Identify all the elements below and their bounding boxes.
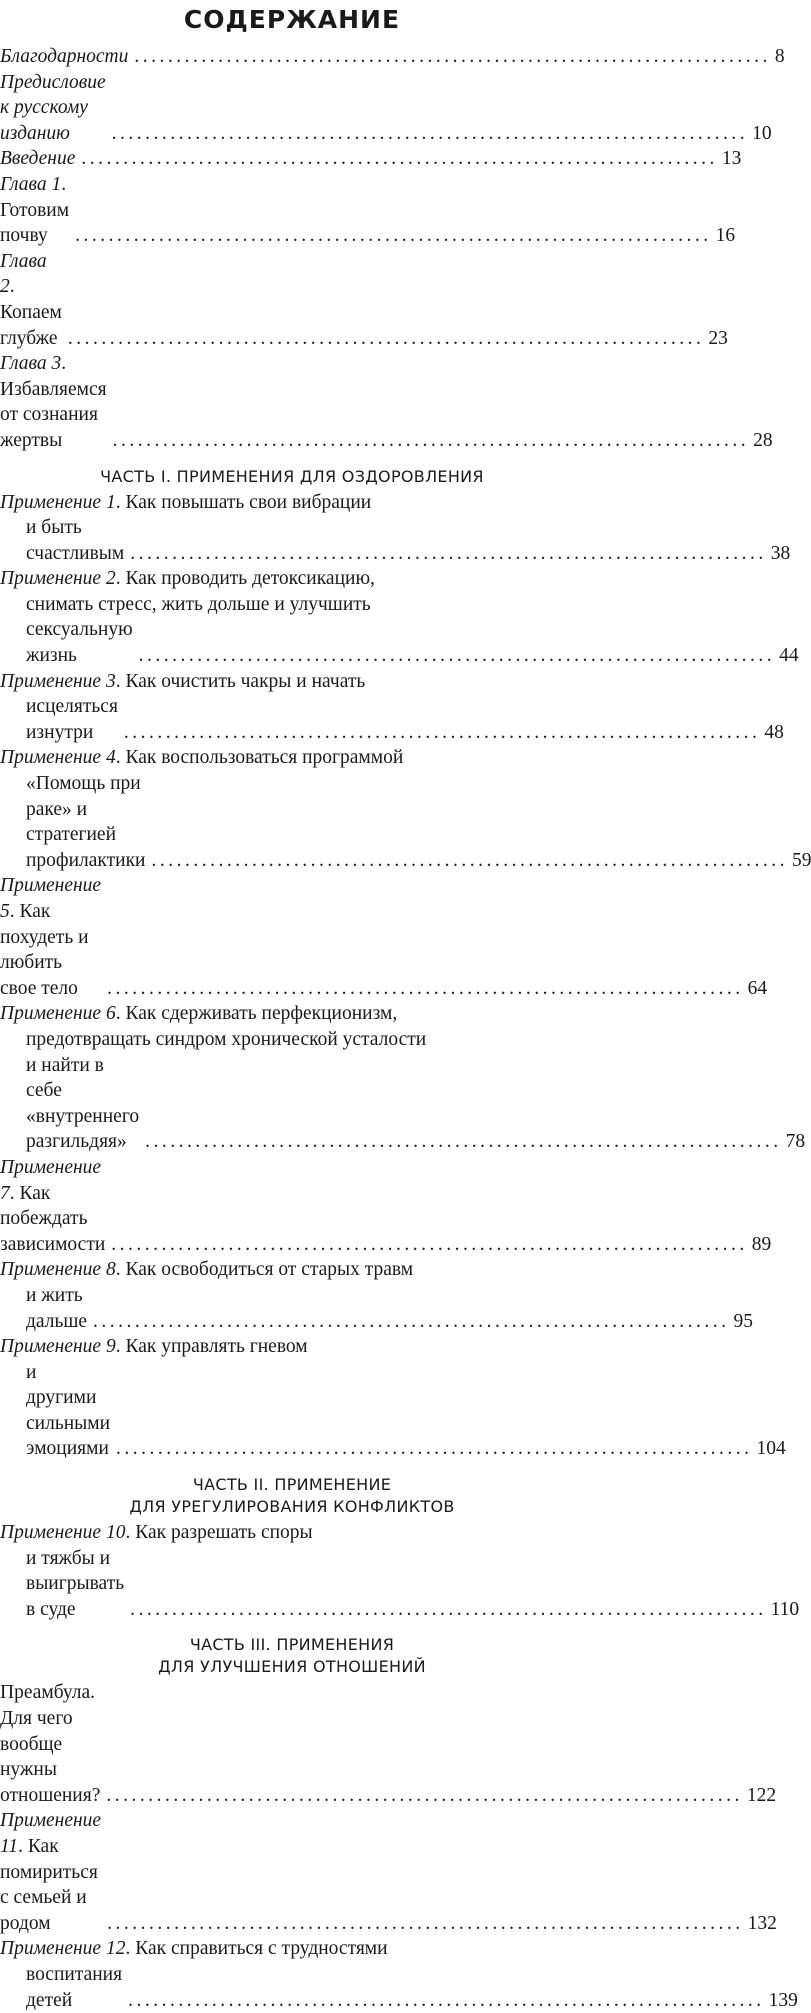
- entry-label: Применение 4: [0, 747, 116, 769]
- toc-line-text: [26, 1360, 110, 1462]
- dot-leader: ............................................................................: [107, 977, 744, 999]
- toc-line: [0, 146, 742, 172]
- table-of-contents: [0, 44, 811, 2013]
- dot-leader: ............................................................................: [128, 1989, 765, 2011]
- dot-leader: ............................................................................: [138, 645, 776, 667]
- entry-title-continued: «Помощь при раке» и стратегией профилактики: [26, 773, 146, 871]
- page-number: 28: [753, 429, 773, 451]
- part-heading: [0, 466, 584, 488]
- toc-entry: [0, 745, 811, 873]
- toc-line-text: [26, 617, 133, 668]
- part-heading-line: ЧАСТЬ II. ПРИМЕНЕНИЕ: [192, 1475, 392, 1495]
- page-number: 64: [747, 977, 768, 999]
- toc-line-text: [0, 44, 128, 70]
- dot-leader: ............................................................................: [130, 1598, 767, 1620]
- entry-label: Предисловие к русскому изданию: [0, 71, 106, 144]
- dot-leader: ............................................................................: [107, 1912, 744, 1934]
- dot-leader: ............................................................................: [93, 1310, 730, 1332]
- page-number: 10: [752, 122, 772, 144]
- entry-title: . Как разрешать споры: [125, 1522, 313, 1544]
- toc-entry: [0, 873, 768, 1001]
- entry-label: Применение 1: [0, 491, 116, 513]
- entry-label: Глава 2: [0, 250, 47, 298]
- toc-entry: [0, 1001, 806, 1155]
- toc-line: [0, 1283, 754, 1334]
- dot-leader: ............................................................................: [81, 148, 718, 170]
- toc-line: [0, 351, 773, 453]
- toc-line-text: [26, 1283, 87, 1334]
- part-heading: [0, 1474, 584, 1518]
- page-title: СОДЕРЖАНИЕ: [183, 5, 401, 34]
- toc-line: [0, 172, 736, 249]
- entry-label: Применение 8: [0, 1259, 116, 1281]
- toc-line: [0, 1808, 777, 1936]
- part-heading-line: ДЛЯ УРЕГУЛИРОВАНИЯ КОНФЛИКТОВ: [129, 1497, 455, 1517]
- page-number: 89: [751, 1233, 772, 1255]
- entry-title-continued: исцеляться изнутри: [26, 696, 118, 743]
- page-number: 122: [746, 1784, 777, 1806]
- toc-line-text: [0, 249, 62, 351]
- entry-title-continued: и жить дальше: [26, 1284, 88, 1332]
- entry-title-continued: и другими сильными эмоциями: [26, 1361, 111, 1460]
- toc-line: [0, 44, 785, 70]
- entry-label: Глава 3: [0, 353, 62, 375]
- toc-line-text: [0, 873, 101, 1001]
- entry-label: Применение 10: [0, 1522, 126, 1544]
- dot-leader: ............................................................................: [67, 327, 705, 349]
- entry-title: Преамбула. Для чего вообще нужны отношения?: [0, 1682, 101, 1806]
- dot-leader: ............................................................................: [111, 1233, 748, 1255]
- toc-line: [0, 694, 784, 745]
- toc-entry: [0, 669, 784, 746]
- page-number: 8: [774, 46, 785, 67]
- entry-title: . Как побеждать зависимости: [0, 1182, 106, 1255]
- page-number: 38: [770, 542, 791, 564]
- toc-line-text: [26, 771, 145, 873]
- page-number: 78: [785, 1131, 806, 1153]
- entry-title: . Готовим почву: [0, 173, 70, 247]
- toc-line: [0, 745, 584, 771]
- toc-entry: [0, 44, 785, 70]
- toc-line-continued: снимать стресс, жить дольше и улучшить: [26, 593, 371, 615]
- dot-leader: ............................................................................: [151, 849, 788, 871]
- dot-leader: ............................................................................: [112, 429, 750, 451]
- toc-entry: [0, 490, 791, 567]
- dot-leader: ............................................................................: [123, 721, 761, 743]
- toc-entry: [0, 1680, 777, 1808]
- page-number: 95: [733, 1310, 754, 1332]
- page-number: 59: [791, 849, 811, 871]
- entry-title-continued: и найти в себе «внутреннего разгильдяя»: [26, 1054, 140, 1153]
- toc-line: [0, 1546, 800, 1623]
- page-number: 13: [721, 148, 742, 170]
- entry-label: Применение 9: [0, 1336, 116, 1358]
- toc-line-text: [0, 70, 106, 147]
- page-number: 139: [768, 1989, 798, 2011]
- entry-label: Применение 2: [0, 568, 116, 590]
- entry-label: Применение 3: [0, 670, 116, 692]
- entry-title: . Как повышать свои вибрации: [115, 491, 372, 513]
- toc-entry: [0, 1334, 786, 1462]
- toc-line-text: [0, 1808, 101, 1936]
- entry-label: Применение 11: [0, 1810, 102, 1857]
- toc-line: [0, 1360, 786, 1462]
- toc-line: [0, 490, 584, 516]
- dot-leader: ............................................................................: [75, 225, 712, 247]
- page-number: 16: [715, 225, 736, 247]
- toc-entry: [0, 566, 799, 668]
- dot-leader: ............................................................................: [134, 46, 771, 67]
- toc-entry: [0, 1936, 798, 2013]
- toc-line: [0, 1257, 584, 1283]
- entry-title: . Как освободиться от старых травм: [115, 1259, 414, 1281]
- toc-line: [0, 1680, 777, 1808]
- toc-entry: [0, 249, 728, 351]
- toc-line: [0, 515, 791, 566]
- entry-label: Глава 1: [0, 173, 62, 195]
- toc-entry: [0, 1155, 772, 1257]
- toc-line: [0, 771, 811, 873]
- entry-title: . Как помириться с семьей и родом: [0, 1836, 98, 1934]
- toc-entry: [0, 70, 772, 147]
- toc-line-text: [0, 1680, 100, 1808]
- toc-line: [0, 70, 772, 147]
- part-heading-line: ЧАСТЬ I. ПРИМЕНЕНИЯ ДЛЯ ОЗДОРОВЛЕНИЯ: [100, 466, 484, 486]
- entry-title: . Как очистить чакры и начать: [115, 670, 366, 692]
- page-number: 104: [756, 1438, 786, 1460]
- entry-label: Применение 6: [0, 1003, 116, 1025]
- entry-label: Применение 5: [0, 875, 102, 922]
- toc-entry: [0, 1520, 800, 1622]
- entry-label: Применение 12: [0, 1938, 126, 1960]
- toc-entry: [0, 172, 736, 249]
- dot-leader: ............................................................................: [145, 1131, 782, 1153]
- page-number: 44: [779, 645, 799, 667]
- page-number: 48: [764, 721, 784, 743]
- toc-line: [0, 1334, 584, 1360]
- toc-line: [0, 617, 799, 668]
- dot-leader: ............................................................................: [130, 542, 767, 564]
- toc-line: [0, 566, 584, 592]
- toc-line: [0, 1520, 584, 1546]
- part-heading-line: ДЛЯ УЛУЧШЕНИЯ ОТНОШЕНИЙ: [158, 1657, 426, 1677]
- toc-line-text: [0, 172, 69, 249]
- entry-label: Благодарности: [0, 46, 129, 67]
- toc-line-text: [26, 1053, 139, 1155]
- toc-line-text: [0, 146, 75, 172]
- entry-label: Введение: [0, 148, 76, 170]
- entry-title: . Как воспользоваться программой: [115, 747, 404, 769]
- dot-leader: ............................................................................: [111, 122, 749, 144]
- toc-line-text: [0, 1155, 105, 1257]
- part-heading-line: ЧАСТЬ III. ПРИМЕНЕНИЯ: [189, 1635, 395, 1655]
- part-heading: [0, 1634, 584, 1678]
- entry-title-continued: и тяжбы и выигрывать в суде: [26, 1547, 125, 1620]
- toc-line-text: [26, 694, 118, 745]
- toc-line: [0, 873, 768, 1001]
- dot-leader: ............................................................................: [106, 1784, 743, 1806]
- page-number: 23: [708, 327, 728, 349]
- toc-line: [0, 1001, 584, 1027]
- toc-line: [0, 1936, 584, 1962]
- toc-line-text: [26, 515, 124, 566]
- toc-line-text: [0, 351, 107, 453]
- entry-title: . Избавляемся от сознания жертвы: [0, 353, 107, 451]
- toc-line: [0, 1962, 798, 2013]
- toc-line-text: [26, 1962, 122, 2013]
- entry-title: . Как управлять гневом: [115, 1336, 308, 1358]
- toc-entry: [0, 351, 773, 453]
- toc-entry: [0, 1808, 777, 1936]
- page-number: 132: [747, 1912, 777, 1934]
- toc-entry: [0, 146, 742, 172]
- toc-line: [0, 249, 728, 351]
- toc-line: [0, 669, 584, 695]
- entry-title: . Копаем глубже: [0, 276, 62, 349]
- toc-entry: [0, 1257, 754, 1334]
- entry-label: Применение 7: [0, 1156, 102, 1204]
- toc-line: [0, 1155, 772, 1257]
- entry-title: . Как сдерживать перфекционизм,: [115, 1003, 398, 1025]
- toc-line-text: [26, 1546, 124, 1623]
- toc-line-continued: предотвращать синдром хронической усталости: [26, 1028, 427, 1050]
- entry-title: . Как проводить детоксикацию,: [115, 568, 375, 590]
- entry-title-continued: воспитания детей: [26, 1963, 123, 2011]
- toc-line: [0, 1053, 806, 1155]
- page-number: 110: [770, 1598, 800, 1620]
- entry-title: . Как справиться с трудностями: [125, 1938, 388, 1960]
- entry-title-continued: сексуальную жизнь: [26, 619, 133, 667]
- dot-leader: ............................................................................: [116, 1438, 753, 1460]
- entry-title-continued: и быть счастливым: [26, 517, 125, 564]
- entry-title: . Как похудеть и любить свое тело: [0, 901, 89, 999]
